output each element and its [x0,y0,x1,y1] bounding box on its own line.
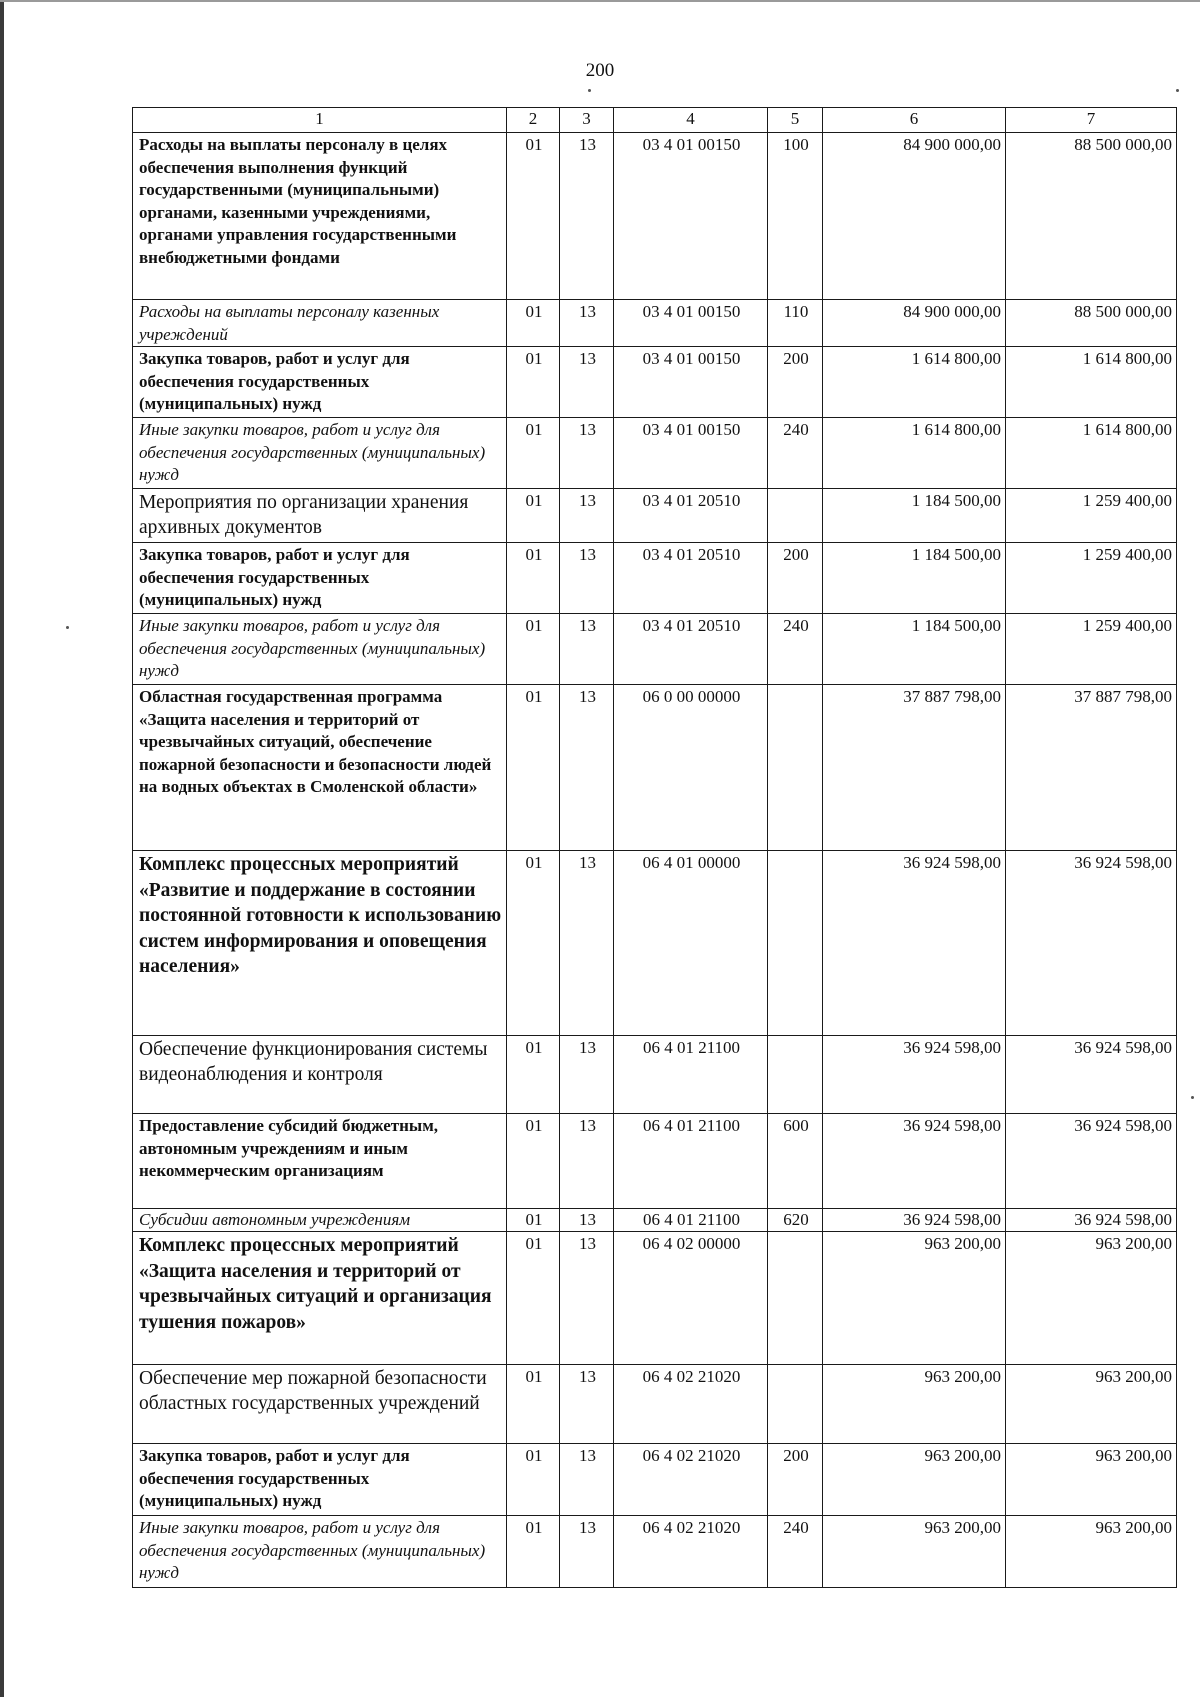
cell-subsection: 13 [560,614,614,685]
cell-amount-year1: 963 200,00 [823,1444,1006,1516]
row-name: Иные закупки товаров, работ и услуг для обеспечения государственных (муниципальных) нужд [133,418,507,489]
cell-section: 01 [507,1114,560,1209]
cell-section: 01 [507,1036,560,1114]
cell-amount-year2: 36 924 598,00 [1006,1114,1177,1209]
table-row [133,1516,1177,1588]
cell-target-article: 03 4 01 00150 [614,133,768,300]
table-row [133,1036,1177,1114]
cell-subsection: 13 [560,418,614,489]
cell-amount-year1: 84 900 000,00 [823,300,1006,347]
column-header: 7 [1006,108,1177,133]
cell-amount-year2: 36 924 598,00 [1006,1036,1177,1114]
table-row [133,851,1177,1036]
table-header-row [133,108,1177,133]
cell-subsection: 13 [560,851,614,1036]
cell-section: 01 [507,851,560,1036]
cell-section: 01 [507,347,560,418]
cell-expense-type [768,489,823,543]
cell-amount-year2: 36 924 598,00 [1006,851,1177,1036]
budget-table [132,107,1177,1588]
cell-amount-year1: 1 184 500,00 [823,489,1006,543]
cell-target-article: 06 0 00 00000 [614,685,768,851]
cell-subsection: 13 [560,1114,614,1209]
cell-expense-type [768,1036,823,1114]
cell-expense-type: 200 [768,543,823,614]
cell-subsection: 13 [560,1516,614,1588]
column-header: 4 [614,108,768,133]
cell-expense-type: 200 [768,1444,823,1516]
cell-amount-year1: 36 924 598,00 [823,851,1006,1036]
cell-expense-type: 240 [768,1516,823,1588]
cell-target-article: 03 4 01 20510 [614,614,768,685]
cell-section: 01 [507,1444,560,1516]
row-name: Закупка товаров, работ и услуг для обеспечения государственных (муниципальных) нужд [133,347,507,418]
cell-amount-year1: 1 614 800,00 [823,347,1006,418]
table-row [133,133,1177,300]
cell-subsection: 13 [560,133,614,300]
cell-amount-year2: 1 259 400,00 [1006,543,1177,614]
column-header: 1 [133,108,507,133]
cell-expense-type: 600 [768,1114,823,1209]
cell-subsection: 13 [560,543,614,614]
cell-expense-type: 100 [768,133,823,300]
cell-section: 01 [507,1209,560,1232]
row-name: Предоставление субсидий бюджетным, автономным учреждениям и иным некоммерческим организациям [133,1114,507,1209]
cell-target-article: 06 4 02 21020 [614,1516,768,1588]
cell-subsection: 13 [560,489,614,543]
row-name: Закупка товаров, работ и услуг для обеспечения государственных (муниципальных) нужд [133,1444,507,1516]
cell-amount-year1: 1 184 500,00 [823,614,1006,685]
cell-target-article: 06 4 01 21100 [614,1209,768,1232]
cell-target-article: 06 4 01 21100 [614,1036,768,1114]
cell-amount-year2: 36 924 598,00 [1006,1209,1177,1232]
cell-amount-year2: 963 200,00 [1006,1232,1177,1365]
cell-section: 01 [507,418,560,489]
row-name: Расходы на выплаты персоналу в целях обеспечения выполнения функций государственными (муниципальными) органами, казенными учреждениями, органами управления государственными внебюджетными фондами [133,133,507,300]
table-row [133,1114,1177,1209]
row-name: Обеспечение функционирования системы видеонаблюдения и контроля [133,1036,507,1114]
cell-amount-year1: 963 200,00 [823,1232,1006,1365]
column-header: 3 [560,108,614,133]
cell-subsection: 13 [560,300,614,347]
table-row [133,543,1177,614]
column-header: 2 [507,108,560,133]
scan-speck [66,626,69,629]
cell-subsection: 13 [560,1036,614,1114]
row-name: Расходы на выплаты персоналу казенных учреждений [133,300,507,347]
cell-amount-year1: 963 200,00 [823,1365,1006,1444]
cell-expense-type [768,851,823,1036]
cell-expense-type: 110 [768,300,823,347]
cell-target-article: 03 4 01 00150 [614,347,768,418]
cell-section: 01 [507,300,560,347]
cell-amount-year2: 88 500 000,00 [1006,133,1177,300]
cell-section: 01 [507,1516,560,1588]
row-name: Комплекс процессных мероприятий «Развитие и поддержание в состоянии постоянной готовности к использованию систем информирования и оповещения населения» [133,851,507,1036]
cell-target-article: 03 4 01 20510 [614,543,768,614]
table-row [133,418,1177,489]
table-row [133,1209,1177,1232]
cell-subsection: 13 [560,1232,614,1365]
page-number: 200 [585,60,615,81]
cell-subsection: 13 [560,347,614,418]
scan-speck [1191,1096,1194,1099]
cell-expense-type: 240 [768,418,823,489]
scan-speck [1176,89,1179,92]
cell-amount-year1: 36 924 598,00 [823,1209,1006,1232]
cell-section: 01 [507,1365,560,1444]
cell-amount-year2: 1 614 800,00 [1006,418,1177,489]
scan-left-edge [0,0,4,1697]
cell-amount-year1: 963 200,00 [823,1516,1006,1588]
table-row [133,489,1177,543]
table-row [133,347,1177,418]
cell-section: 01 [507,614,560,685]
cell-amount-year2: 37 887 798,00 [1006,685,1177,851]
cell-target-article: 06 4 02 21020 [614,1365,768,1444]
cell-subsection: 13 [560,1444,614,1516]
cell-section: 01 [507,1232,560,1365]
row-name: Мероприятия по организации хранения архивных документов [133,489,507,543]
scan-speck [588,89,591,92]
cell-expense-type [768,1232,823,1365]
cell-amount-year1: 1 614 800,00 [823,418,1006,489]
cell-amount-year1: 37 887 798,00 [823,685,1006,851]
cell-subsection: 13 [560,1365,614,1444]
table-row [133,685,1177,851]
cell-expense-type: 620 [768,1209,823,1232]
cell-target-article: 03 4 01 20510 [614,489,768,543]
cell-amount-year1: 36 924 598,00 [823,1036,1006,1114]
cell-subsection: 13 [560,1209,614,1232]
cell-amount-year2: 963 200,00 [1006,1365,1177,1444]
cell-amount-year1: 36 924 598,00 [823,1114,1006,1209]
cell-amount-year1: 84 900 000,00 [823,133,1006,300]
row-name: Субсидии автономным учреждениям [133,1209,507,1232]
row-name: Обеспечение мер пожарной безопасности областных государственных учреждений [133,1365,507,1444]
table-row [133,614,1177,685]
cell-subsection: 13 [560,685,614,851]
cell-expense-type [768,685,823,851]
cell-amount-year2: 963 200,00 [1006,1516,1177,1588]
cell-expense-type [768,1365,823,1444]
cell-amount-year2: 1 259 400,00 [1006,489,1177,543]
row-name: Иные закупки товаров, работ и услуг для обеспечения государственных (муниципальных) нужд [133,614,507,685]
column-header: 5 [768,108,823,133]
cell-amount-year1: 1 184 500,00 [823,543,1006,614]
cell-expense-type: 240 [768,614,823,685]
cell-section: 01 [507,489,560,543]
table-row [133,1444,1177,1516]
table-row [133,1232,1177,1365]
cell-section: 01 [507,543,560,614]
table-row [133,1365,1177,1444]
cell-target-article: 06 4 02 00000 [614,1232,768,1365]
cell-section: 01 [507,133,560,300]
scan-top-edge [0,0,1200,2]
column-header: 6 [823,108,1006,133]
row-name: Иные закупки товаров, работ и услуг для обеспечения государственных (муниципальных) нужд [133,1516,507,1588]
cell-amount-year2: 1 614 800,00 [1006,347,1177,418]
cell-amount-year2: 88 500 000,00 [1006,300,1177,347]
cell-target-article: 06 4 01 21100 [614,1114,768,1209]
cell-expense-type: 200 [768,347,823,418]
row-name: Комплекс процессных мероприятий «Защита населения и территорий от чрезвычайных ситуаций и организация тушения пожаров» [133,1232,507,1365]
cell-target-article: 03 4 01 00150 [614,300,768,347]
cell-section: 01 [507,685,560,851]
cell-target-article: 06 4 02 21020 [614,1444,768,1516]
cell-target-article: 03 4 01 00150 [614,418,768,489]
cell-target-article: 06 4 01 00000 [614,851,768,1036]
cell-amount-year2: 963 200,00 [1006,1444,1177,1516]
row-name: Областная государственная программа «Защита населения и территорий от чрезвычайных ситуаций, обеспечение пожарной безопасности и безопасности людей на водных объектах в Смоленской области» [133,685,507,851]
table-row [133,300,1177,347]
row-name: Закупка товаров, работ и услуг для обеспечения государственных (муниципальных) нужд [133,543,507,614]
cell-amount-year2: 1 259 400,00 [1006,614,1177,685]
